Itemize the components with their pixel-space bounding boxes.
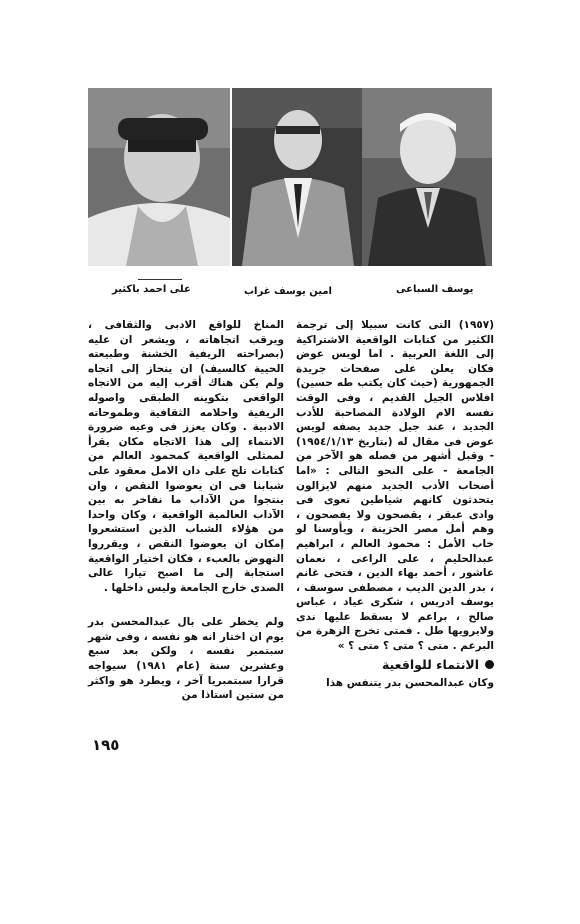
portrait-photo-middle [232, 88, 362, 266]
text-column-right [296, 318, 494, 691]
caption-right: يوسف السباعى [396, 284, 474, 295]
caption-middle: امين يوسف غراب [244, 286, 332, 297]
paragraph: ولم يخطر على بال عبدالمحسن بدر يوم ان اختار انه هو نفسه ، وفى شهر سبتمبر نفسه ، ولكن بعد سبع وعشرين سنة (عام ١٩٨١) سيواجه قرارا سبتمبريا آخر ، ويطرد هو واكثر من ستين استاذا من [88, 616, 284, 702]
page-number: ١٩٥ [92, 736, 120, 754]
section-heading [296, 658, 494, 673]
paragraph: (١٩٥٧) التى كانت سبيلا إلى ترجمة الكثير من كتابات الواقعية الاشتراكية إلى اللغة العربية . اما لويس عوض فكان يعلن على صفحات جريدة الجمهورية (حيث كان يكتب طه حسين) افلاس الجيل القديم ، وفى الوقت نفسه الام الولادة المصاحبة للأدب الجديد ، عند جيل جديد يصفه لويس عوض فى مقال له (بتاريخ ١٩٥٤/١/١٣) - وقبل أشهر من فصله هو الآخر من الجامعة - على النحو التالى : «اما أصحاب الأدب الجديد منهم لايزالون يتحدثون كانهم شياطين تعوى فى وادى عبقر ، يقصحون ولا يفصحون ، وهم أمل مصر الحزينة ، ويأوسنا لو خاب الأمل : محمود العالم ، ابراهيم عبدالحليم ، على الراعى ، نعمان عاشور ، أحمد بهاء الدين ، فتحى غانم ، بدر الدين الديب ، مصطفى سوسف ، يوسف ادريس ، شكرى عياد ، عباس صالح ، براعم لا يسقط عليها ندى ولايرويها طل . فمتى تخرج الزهرة من البرعم . متى ؟ متى ؟ متى ؟ » [296, 319, 494, 653]
paragraph: المناخ للواقع الادبى والثقافى ، ويرقب اتجاهاته ، ويشعر ان عليه (بصراحته الريفية الخشنة وطبيعته الحيية كالسيف) ان ينحاز إلى اتجاه ولم يكن هناك أقرب إليه من الاتجاه الواقعى بتكوينه الطبقى واصوله الريفية واحلامه الثقافية وطموحاته الادبية . وكان يعزز فى وعيه ضرورة الانتماء إلى هذا الاتجاه مكان يقرأ لممثلى الواقعية كمحمود العالم من كتابات تلح على دان الامل معقود على شبابنا فى ان يعوضوا النقص ، وان ينتجوا من الآداب ما نفاخر به بين الآداب العالمية الواقعية ، وكان واحدا من هؤلاء الشباب الذين استشعروا إمكان ان يعوضوا النقص ، ويقرروا النهوض بالعبء ، فكان اختيار الواقعية استجابة إلى ما اصبح تيارا عالى الصدى خارج الجامعة وليس داخلها . [88, 319, 284, 594]
caption-divider [138, 279, 182, 280]
section-heading-text: الانتماء للواقعية [381, 656, 479, 672]
paragraph: وكان عبدالمحسن بدر يتنفس هذا [326, 677, 494, 690]
bullet-icon [485, 660, 494, 669]
portrait-photo-right [362, 88, 492, 266]
portrait-photo-left [88, 88, 230, 266]
portrait-photo-middle-graphic [232, 88, 362, 266]
portrait-photo-right-graphic [362, 88, 492, 266]
paragraph-gap [88, 595, 284, 615]
text-column-left [88, 318, 284, 703]
caption-left: على احمد باكثير [112, 284, 191, 295]
portrait-photo-left-graphic [88, 88, 230, 266]
